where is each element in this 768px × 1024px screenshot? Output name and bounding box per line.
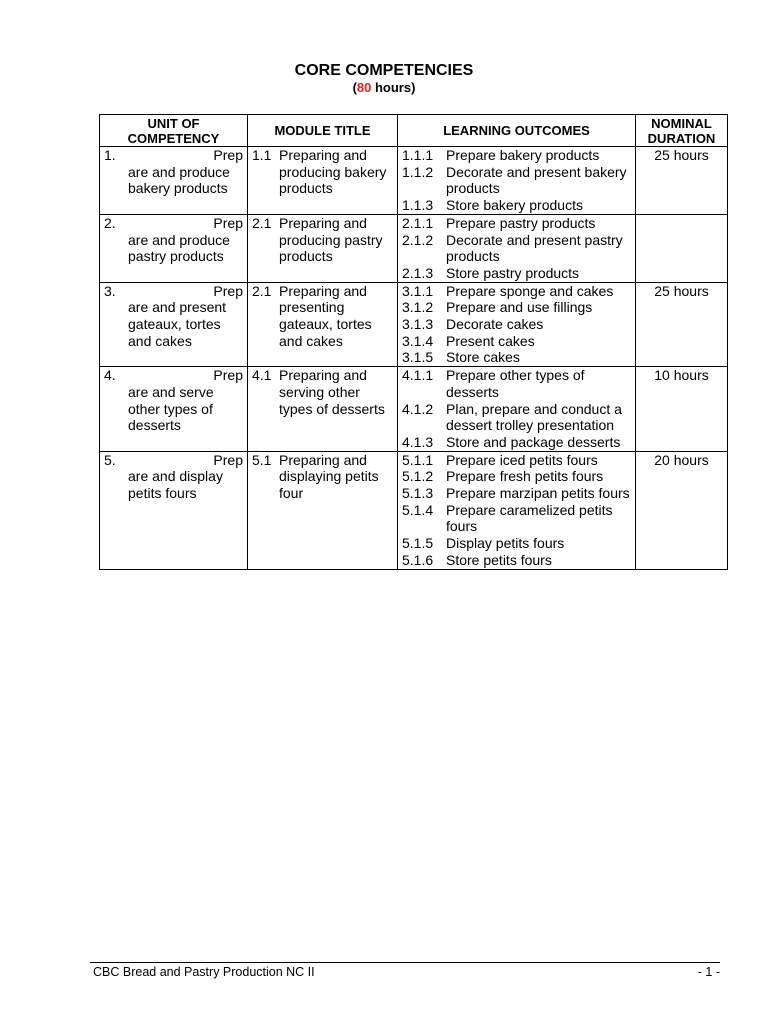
module-title-cell <box>248 214 398 282</box>
learning-outcome-item <box>402 147 631 164</box>
unit-text-rest: are and produce pastry products <box>128 231 230 265</box>
outcome-number: 3.1.4 <box>402 332 434 349</box>
learning-outcome-item <box>402 232 631 265</box>
unit-text-rest: are and produce bakery products <box>128 163 230 197</box>
outcome-number: 5.1.2 <box>402 468 434 485</box>
module-title-cell <box>248 282 398 367</box>
table-row <box>100 147 728 215</box>
module-title-text: Preparing and serving other types of desserts <box>279 367 385 417</box>
module-line <box>252 147 393 197</box>
outcome-text: Prepare and use fillings <box>446 299 593 316</box>
learning-outcome-item <box>402 401 631 434</box>
outcome-number: 3.1.2 <box>402 299 434 316</box>
outcome-number: 4.1.2 <box>402 400 434 417</box>
nominal-duration-cell: 25 hours <box>636 147 728 215</box>
outcome-number: 3.1.3 <box>402 316 434 333</box>
learning-outcome-item <box>402 485 631 502</box>
learning-outcome-item <box>402 349 631 366</box>
learning-outcome-item <box>402 316 631 333</box>
learning-outcome-item <box>402 468 631 485</box>
subtitle-open: ( <box>352 80 357 95</box>
unit-number: 3. <box>104 282 116 299</box>
unit-text-rest: are and present gateaux, tortes and cakes <box>128 299 227 349</box>
outcome-number: 5.1.1 <box>402 451 434 468</box>
outcome-text: Store and package desserts <box>446 433 621 450</box>
module-title-cell <box>248 451 398 569</box>
unit-of-competency-cell <box>100 147 248 215</box>
table-header-row <box>100 115 728 147</box>
unit-text-rest: are and display petits fours <box>128 468 223 502</box>
learning-outcome-item <box>402 164 631 197</box>
unit-text-start: Prep <box>213 147 243 163</box>
unit-first-line <box>104 452 243 469</box>
unit-first-line <box>104 147 243 164</box>
module-title-text: Preparing and producing pastry products <box>279 214 383 265</box>
module-line <box>252 283 393 350</box>
module-title-text: Preparing and producing bakery products <box>279 147 387 197</box>
outcome-text: Prepare fresh petits fours <box>446 468 604 485</box>
module-number: 2.1 <box>252 282 272 299</box>
footer-divider <box>90 962 720 963</box>
outcome-number: 1.1.2 <box>402 163 434 180</box>
outcome-text: Decorate and present bakery products <box>446 163 627 197</box>
nominal-duration-cell <box>636 214 728 282</box>
module-title-text: Preparing and presenting gateaux, tortes and cakes <box>279 282 372 349</box>
header-module-title: MODULE TITLE <box>248 115 398 147</box>
nominal-duration-cell: 25 hours <box>636 282 728 367</box>
outcome-number: 2.1.3 <box>402 264 434 281</box>
header-learning-outcomes: LEARNING OUTCOMES <box>398 115 636 147</box>
unit-first-line <box>104 215 243 232</box>
unit-number: 4. <box>104 367 116 384</box>
module-number: 1.1 <box>252 147 272 163</box>
nominal-duration-cell: 20 hours <box>636 451 728 569</box>
outcome-text: Store petits fours <box>446 551 552 568</box>
learning-outcome-item <box>402 283 631 300</box>
unit-number: 2. <box>104 214 116 231</box>
table-body <box>100 147 728 570</box>
outcome-text: Prepare other types of desserts <box>446 367 585 400</box>
header-unit-of-competency: UNIT OF COMPETENCY <box>100 115 248 147</box>
outcome-text: Display petits fours <box>446 535 565 552</box>
module-title-text: Preparing and displaying petits four <box>279 451 379 502</box>
outcome-number: 5.1.5 <box>402 535 434 552</box>
outcome-number: 5.1.3 <box>402 485 434 502</box>
unit-number: 1. <box>104 147 116 163</box>
outcome-number: 4.1.1 <box>402 367 434 384</box>
outcome-text: Present cakes <box>446 332 535 349</box>
unit-of-competency-cell <box>100 214 248 282</box>
learning-outcomes-cell <box>398 451 636 569</box>
learning-outcomes-cell <box>398 282 636 367</box>
unit-text-start: Prep <box>213 214 243 231</box>
outcome-text: Store cakes <box>446 349 520 366</box>
module-line <box>252 452 393 502</box>
table-row <box>100 282 728 367</box>
outcome-number: 5.1.4 <box>402 501 434 518</box>
unit-text-start: Prep <box>213 451 243 468</box>
learning-outcome-item <box>402 434 631 451</box>
page-title: CORE COMPETENCIES <box>294 62 474 79</box>
outcome-number: 5.1.6 <box>402 551 434 568</box>
total-hours-value: 80 <box>356 80 372 95</box>
table-row <box>100 451 728 569</box>
outcome-text: Prepare iced petits fours <box>446 451 598 468</box>
learning-outcome-item <box>402 452 631 469</box>
module-line <box>252 215 393 265</box>
footer-document-title: CBC Bread and Pastry Production NC II <box>93 965 315 979</box>
learning-outcome-item <box>402 197 631 214</box>
outcome-text: Store pastry products <box>446 264 580 281</box>
learning-outcome-item <box>402 535 631 552</box>
outcome-number: 3.1.5 <box>402 349 434 366</box>
outcome-number: 2.1.1 <box>402 214 434 231</box>
learning-outcome-item <box>402 265 631 282</box>
unit-of-competency-cell <box>100 451 248 569</box>
outcome-text: Plan, prepare and conduct a dessert trolley presentation <box>446 400 622 434</box>
outcome-text: Prepare pastry products <box>446 214 596 231</box>
unit-number: 5. <box>104 451 116 468</box>
learning-outcome-item <box>402 367 631 400</box>
outcome-text: Prepare marzipan petits fours <box>446 485 630 502</box>
footer-page-number: - 1 - <box>697 965 720 979</box>
unit-text-start: Prep <box>213 367 243 384</box>
table-row <box>100 214 728 282</box>
learning-outcome-item <box>402 299 631 316</box>
outcome-number: 2.1.2 <box>402 231 434 248</box>
learning-outcomes-cell <box>398 214 636 282</box>
unit-of-competency-cell <box>100 282 248 367</box>
module-number: 5.1 <box>252 451 272 468</box>
page-subtitle <box>0 80 768 95</box>
outcome-number: 4.1.3 <box>402 433 434 450</box>
unit-text-rest: are and serve other types of desserts <box>128 383 214 434</box>
outcome-number: 1.1.1 <box>402 147 434 163</box>
learning-outcomes-cell <box>398 367 636 452</box>
learning-outcome-item <box>402 215 631 232</box>
module-title-cell <box>248 367 398 452</box>
learning-outcome-item <box>402 502 631 535</box>
learning-outcome-item <box>402 552 631 569</box>
outcome-text: Prepare bakery products <box>446 147 600 163</box>
header-nominal-duration: NOMINAL DURATION <box>636 115 728 147</box>
nominal-duration-cell: 10 hours <box>636 367 728 452</box>
outcome-number: 1.1.3 <box>402 197 434 214</box>
competencies-table <box>99 114 728 570</box>
unit-first-line <box>104 283 243 300</box>
outcome-text: Decorate cakes <box>446 316 544 333</box>
learning-outcomes-cell <box>398 147 636 215</box>
outcome-text: Store bakery products <box>446 197 583 214</box>
module-number: 2.1 <box>252 214 272 231</box>
outcome-text: Prepare sponge and cakes <box>446 282 614 299</box>
learning-outcome-item <box>402 333 631 350</box>
unit-of-competency-cell <box>100 367 248 452</box>
table-row <box>100 367 728 452</box>
outcome-text: Decorate and present pastry products <box>446 231 623 265</box>
subtitle-close: hours) <box>371 80 416 95</box>
unit-text-start: Prep <box>213 282 243 299</box>
module-number: 4.1 <box>252 367 272 384</box>
module-line <box>252 367 393 417</box>
unit-first-line <box>104 367 243 384</box>
outcome-text: Prepare caramelized petits fours <box>446 501 613 535</box>
outcome-number: 3.1.1 <box>402 282 434 299</box>
module-title-cell <box>248 147 398 215</box>
